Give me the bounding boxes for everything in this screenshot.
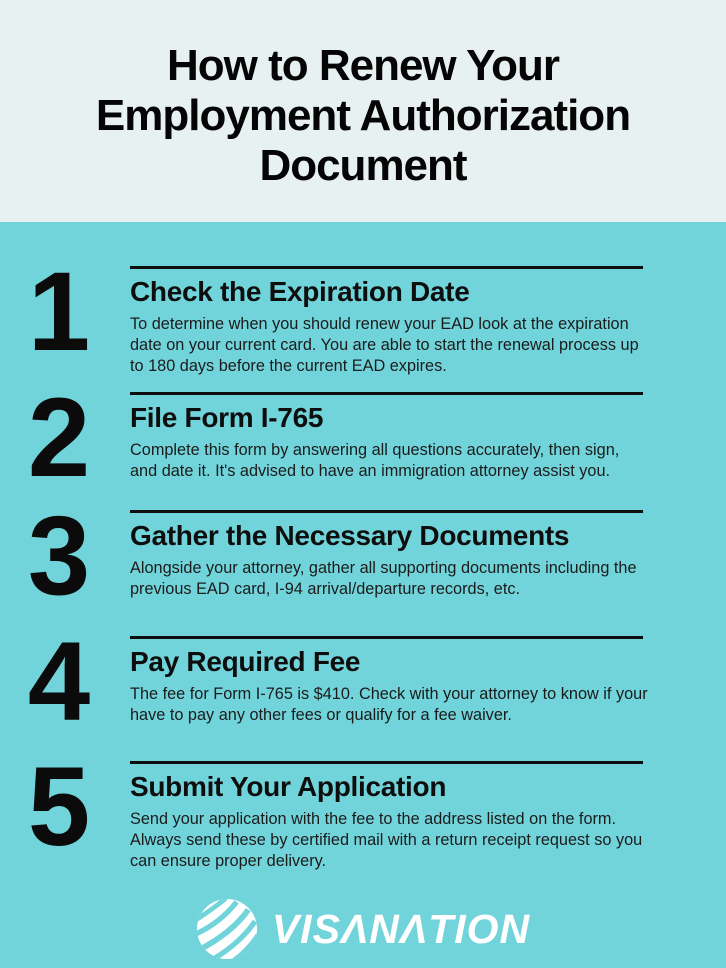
step-2-title: File Form I-765 <box>130 402 324 433</box>
page-title-line-2: Employment Authorization <box>95 91 631 140</box>
striped-globe-icon <box>196 898 258 960</box>
step-4 <box>27 619 648 744</box>
step-4-title: Pay Required Fee <box>130 646 361 677</box>
step-1-number: 1 <box>27 249 91 374</box>
step-4-number: 4 <box>27 619 91 744</box>
page-title-line-1: How to Renew Your <box>166 41 560 90</box>
step-3 <box>27 493 648 618</box>
page-title-line-3: Document <box>259 141 467 190</box>
step-5-title: Submit Your Application <box>130 771 447 802</box>
page-title <box>0 41 726 191</box>
step-divider <box>130 266 643 269</box>
step-2-number: 2 <box>27 375 91 500</box>
step-3-number: 3 <box>27 493 91 618</box>
step-2-body: Complete this form by answering all questions accurately, then sign, and date it. It's advised to have an immigration attorney assist you. <box>130 441 620 480</box>
header-band <box>0 0 726 222</box>
step-5 <box>27 744 648 872</box>
step-5-body: Send your application with the fee to the address listed on the form. Always send these by certified mail with a return receipt request so you can ensure proper delivery. <box>130 810 643 870</box>
step-divider <box>130 392 643 395</box>
step-divider <box>130 761 643 764</box>
step-1 <box>27 249 648 377</box>
step-3-body: Alongside your attorney, gather all supporting documents including the previous EAD card, I-94 arrival/departure records, etc. <box>130 559 637 598</box>
step-3-title: Gather the Necessary Documents <box>130 520 570 551</box>
brand-wordmark: VISΛNΛTION <box>271 905 531 952</box>
step-4-body: The fee for Form I-765 is $410. Check with your attorney to know if your have to pay any other fees or qualify for a fee waiver. <box>130 685 648 724</box>
step-divider <box>130 510 643 513</box>
step-divider <box>130 636 643 639</box>
brand-footer <box>0 898 726 960</box>
step-1-body: To determine when you should renew your EAD look at the expiration date on your current card. You are able to start the renewal process up to 180 days before the current EAD expires. <box>130 315 639 375</box>
step-2 <box>27 375 648 500</box>
step-5-number: 5 <box>27 744 91 869</box>
step-1-title: Check the Expiration Date <box>130 276 470 307</box>
